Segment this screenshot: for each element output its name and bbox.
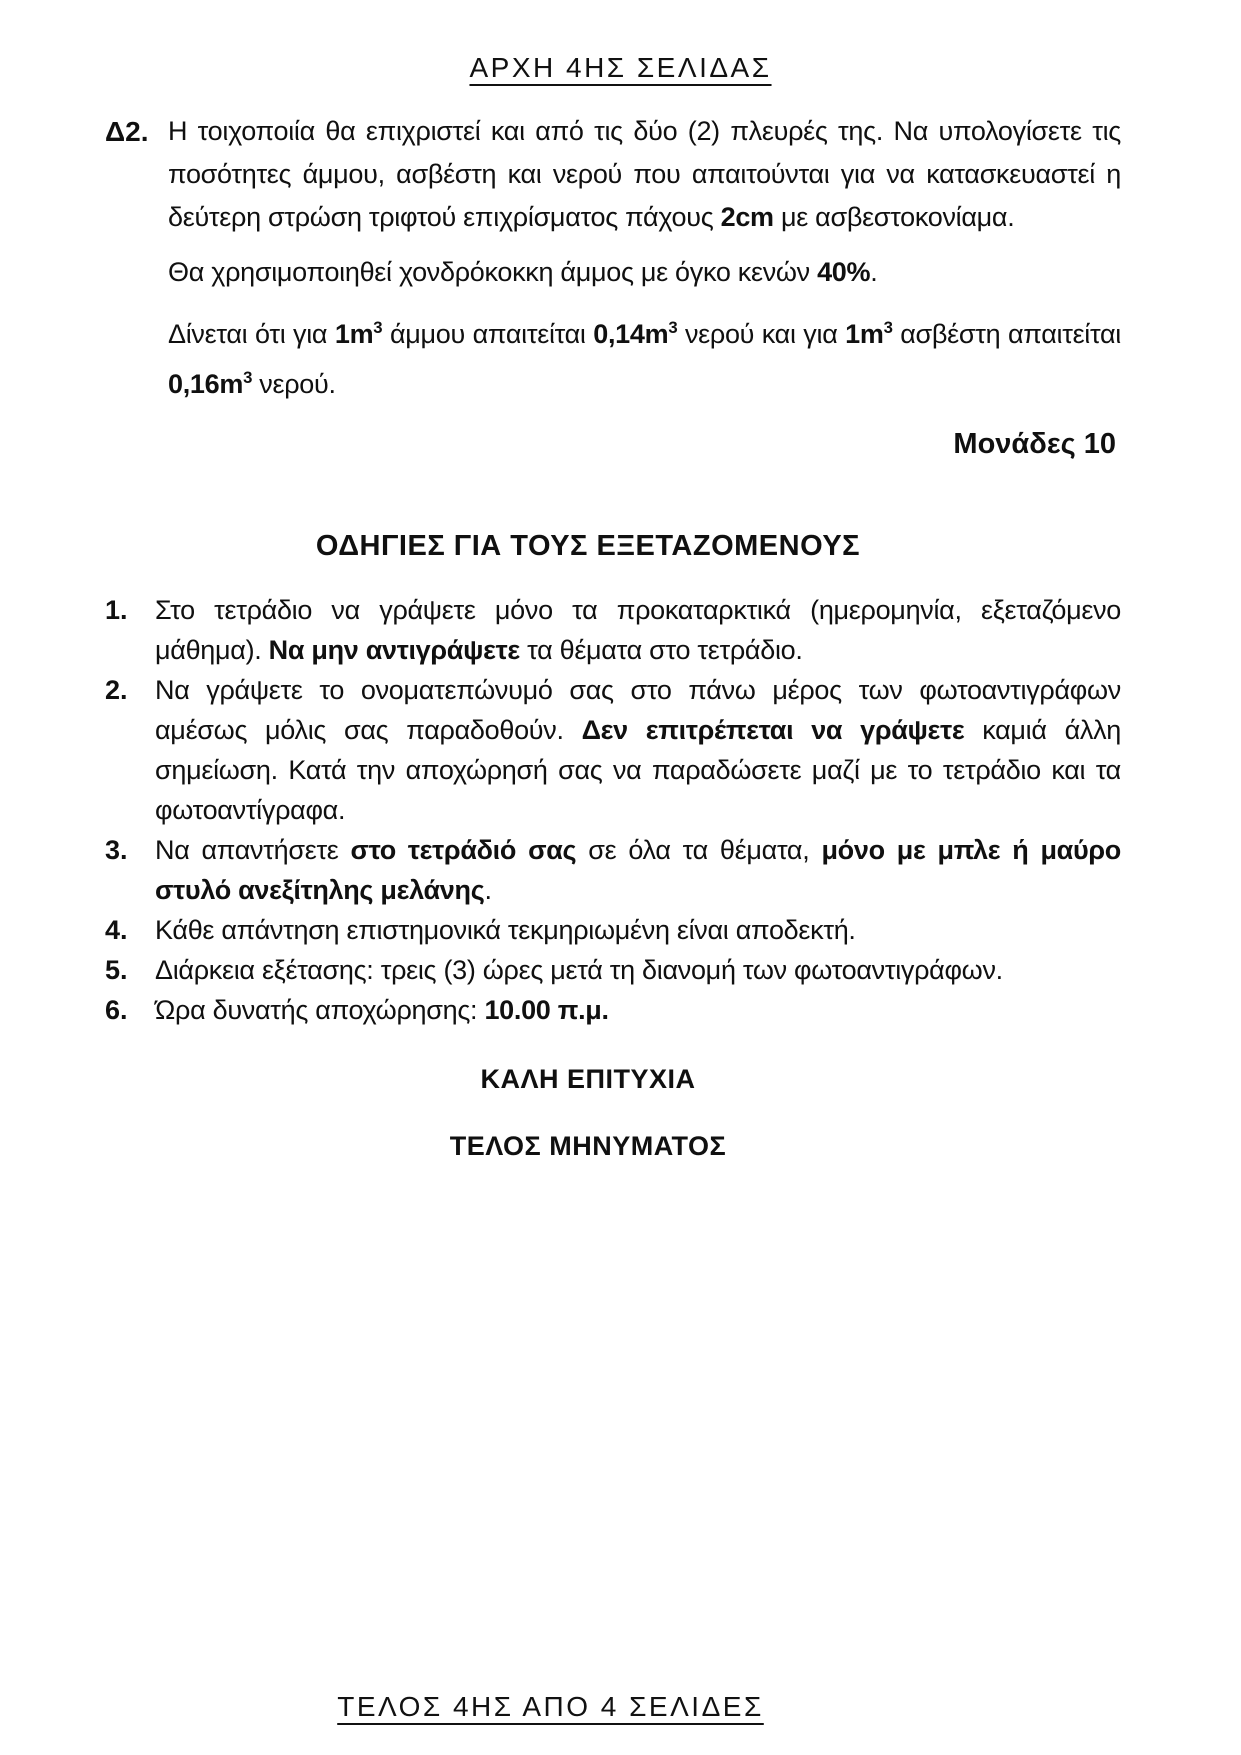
instruction-item-3	[105, 830, 1121, 910]
question-body	[168, 110, 1121, 418]
instruction-item-2	[105, 670, 1121, 830]
instruction-item-6	[105, 990, 1121, 1030]
instructions-list	[105, 590, 1121, 1030]
instruction-text: Να απαντήσετε στο τετράδιό σας σε όλα τα θέματα, μόνο με μπλε ή μαύρο στυλό ανεξίτηλης μελάνης.	[155, 835, 1121, 905]
instruction-number: 2.	[105, 675, 128, 705]
instructions-title: ΟΔΗΓΙΕΣ ΓΙΑ ΤΟΥΣ ΕΞΕΤΑΖΟΜΕΝΟΥΣ	[315, 530, 861, 562]
question-d2	[105, 110, 1121, 418]
instruction-number: 4.	[105, 915, 128, 945]
page-header	[0, 52, 1241, 84]
instruction-number: 3.	[105, 835, 128, 865]
page-footer-text: ΤΕΛΟΣ 4ΗΣ ΑΠΟ 4 ΣΕΛΙΔΕΣ	[337, 1691, 764, 1722]
instruction-number: 6.	[105, 995, 128, 1025]
question-paragraph-3: Δίνεται ότι για $1m^3$ άμμου απαιτείται $0,14m^3$ νερού και για $1m^3$ ασβέστη απαιτείται $0,16m^3$ νερού.	[168, 318, 1121, 399]
instruction-number: 5.	[105, 955, 128, 985]
instruction-number: 1.	[105, 595, 128, 625]
instruction-text: Διάρκεια εξέτασης: τρεις (3) ώρες μετά τη διανομή των φωτοαντιγράφων.	[155, 955, 1003, 985]
page-header-text: ΑΡΧΗ 4ΗΣ ΣΕΛΙΔΑΣ	[469, 52, 772, 83]
instruction-item-1	[105, 590, 1121, 670]
question-paragraph-2: Θα χρησιμοποιηθεί χονδρόκοκκη άμμος με όγκο κενών 40%.	[168, 257, 878, 287]
instruction-item-4	[105, 910, 1121, 950]
instruction-text: Κάθε απάντηση επιστημονικά τεκμηριωμένη είναι αποδεκτή.	[155, 915, 856, 945]
instruction-item-5	[105, 950, 1121, 990]
page-footer	[0, 1691, 1101, 1723]
end-message-text: ΤΕΛΟΣ ΜΗΝΥΜΑΤΟΣ	[449, 1131, 727, 1161]
question-paragraph-1: Η τοιχοποιία θα επιχριστεί και από τις δύο (2) πλευρές της. Να υπολογίσετε τις ποσότητες άμμου, ασβέστη και νερού που απαιτούνται για να κατασκευαστεί η δεύτερη στρώση τριφτού επιχρίσματος πάχους 2cm με ασβεστοκονίαμα.	[168, 116, 1121, 232]
good-luck-text: ΚΑΛΗ ΕΠΙΤΥΧΙΑ	[480, 1064, 696, 1094]
instruction-text: Να γράψετε το ονοματεπώνυμό σας στο πάνω μέρος των φωτοαντιγράφων αμέσως μόλις σας παραδοθούν. Δεν επιτρέπεται να γράψετε καμιά άλλη σημείωση. Κατά την αποχώρησή σας να παραδώσετε μαζί με το τετράδιο και τα φωτοαντίγραφα.	[155, 675, 1121, 825]
instruction-text: Ώρα δυνατής αποχώρησης: 10.00 π.μ.	[155, 995, 609, 1025]
points-label: Μονάδες 10	[953, 428, 1116, 460]
instruction-text: Στο τετράδιο να γράψετε μόνο τα προκαταρκτικά (ημερομηνία, εξεταζόμενο μάθημα). Να μην αντιγράψετε τα θέματα στο τετράδιο.	[155, 595, 1121, 665]
question-label: Δ2.	[105, 116, 149, 147]
